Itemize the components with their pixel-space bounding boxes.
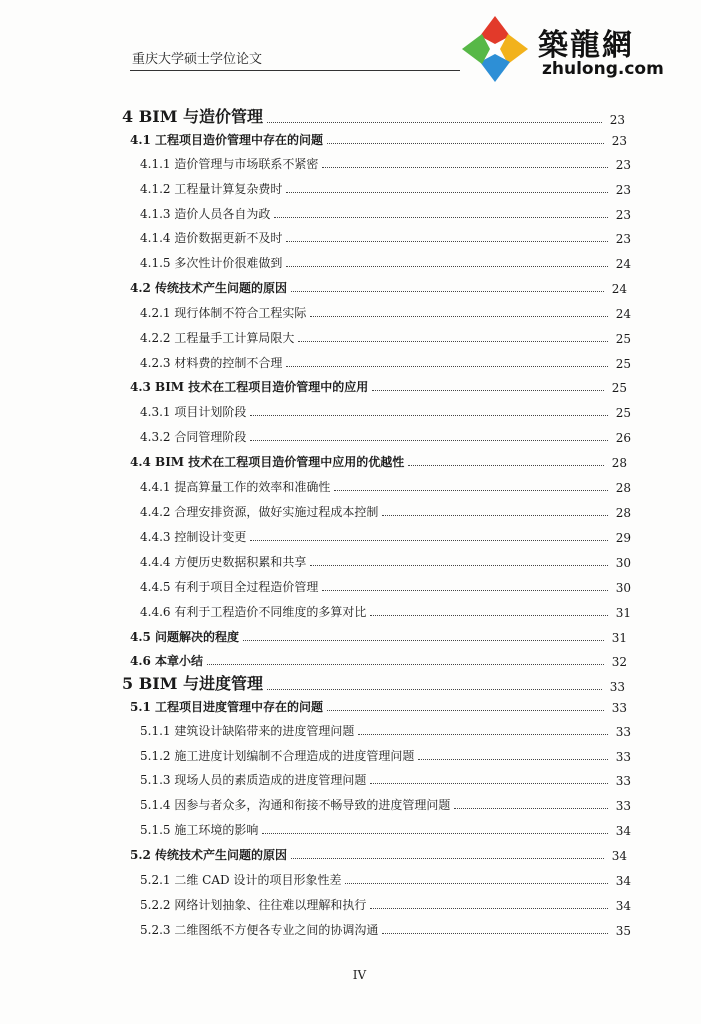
toc-entry[interactable] xyxy=(140,553,631,570)
toc-entry-page: 34 xyxy=(615,874,631,888)
toc-entry[interactable] xyxy=(140,254,631,271)
toc-entry-page: 28 xyxy=(615,506,631,520)
toc-entry-label: 4.2.3 材料费的控制不合理 xyxy=(140,356,283,370)
toc-entry-label: 4.1 工程项目造价管理中存在的问题 xyxy=(130,133,324,147)
toc-entry-page: 25 xyxy=(611,381,627,395)
toc-entry-label: 5.1.4 因参与者众多，沟通和衔接不畅导致的进度管理问题 xyxy=(140,798,451,812)
toc-dot-leader xyxy=(322,167,608,168)
toc-entry[interactable] xyxy=(130,453,627,470)
toc-entry[interactable] xyxy=(140,578,631,595)
toc-entry-label: 4.4.5 有利于项目全过程造价管理 xyxy=(140,580,319,594)
toc-entry-label: 4 BIM 与造价管理 xyxy=(122,107,263,126)
toc-entry[interactable] xyxy=(122,104,625,127)
toc-entry-label: 4.6 本章小结 xyxy=(130,654,204,668)
toc-dot-leader xyxy=(327,143,604,144)
toc-entry-label: 5 BIM 与进度管理 xyxy=(122,674,263,693)
toc-entry-label: 4.3.2 合同管理阶段 xyxy=(140,430,247,444)
toc-entry-page: 33 xyxy=(615,750,631,764)
toc-entry-label: 4.1.2 工程量计算复杂费时 xyxy=(140,182,283,196)
toc-entry[interactable] xyxy=(130,279,627,296)
toc-entry-page: 34 xyxy=(615,824,631,838)
toc-entry-page: 33 xyxy=(609,680,625,694)
toc-entry-label: 4.4.6 有利于工程造价不同维度的多算对比 xyxy=(140,605,367,619)
toc-entry-page: 23 xyxy=(615,183,631,197)
toc-entry[interactable] xyxy=(140,921,631,938)
toc-entry-page: 34 xyxy=(615,899,631,913)
toc-entry-label: 4.4.1 提高算量工作的效率和准确性 xyxy=(140,480,331,494)
toc-entry-page: 33 xyxy=(611,701,627,715)
toc-entry-page: 23 xyxy=(615,208,631,222)
toc-entry-label: 4.4.3 控制设计变更 xyxy=(140,530,247,544)
toc-entry-label: 4.2.2 工程量手工计算局限大 xyxy=(140,331,295,345)
toc-entry-page: 31 xyxy=(615,606,631,620)
zhulong-logo xyxy=(460,14,670,86)
toc-dot-leader xyxy=(382,933,608,934)
toc-entry-page: 29 xyxy=(615,531,631,545)
toc-entry-label: 5.1.2 施工进度计划编制不合理造成的进度管理问题 xyxy=(140,749,415,763)
toc-dot-leader xyxy=(298,341,608,342)
toc-entry-page: 23 xyxy=(611,134,627,148)
toc-entry[interactable] xyxy=(122,671,625,694)
toc-entry-label: 4.5 问题解决的程度 xyxy=(130,630,240,644)
toc-dot-leader xyxy=(334,490,608,491)
toc-entry[interactable] xyxy=(140,747,631,764)
toc-dot-leader xyxy=(243,640,604,641)
toc-entry[interactable] xyxy=(140,229,631,246)
toc-dot-leader xyxy=(207,664,604,665)
toc-entry[interactable] xyxy=(140,180,631,197)
toc-entry[interactable] xyxy=(140,155,631,172)
toc-dot-leader xyxy=(370,908,608,909)
toc-entry-label: 5.1.3 现场人员的素质造成的进度管理问题 xyxy=(140,773,367,787)
toc-dot-leader xyxy=(418,759,608,760)
toc-entry-page: 23 xyxy=(615,232,631,246)
toc-entry[interactable] xyxy=(140,896,631,913)
running-header-title: 重庆大学硕士学位论文 xyxy=(132,52,263,67)
toc-entry[interactable] xyxy=(140,428,631,445)
toc-entry-label: 5.2.2 网络计划抽象、往往难以理解和执行 xyxy=(140,898,367,912)
toc-dot-leader xyxy=(286,241,608,242)
toc-dot-leader xyxy=(322,590,608,591)
toc-entry-page: 30 xyxy=(615,556,631,570)
toc-dot-leader xyxy=(310,565,608,566)
toc-entry[interactable] xyxy=(130,698,627,715)
toc-entry-label: 5.2 传统技术产生问题的原因 xyxy=(130,848,288,862)
toc-entry[interactable] xyxy=(140,771,631,788)
toc-dot-leader xyxy=(408,465,604,466)
toc-entry-page: 34 xyxy=(611,849,627,863)
toc-entry-label: 4.1.5 多次性计价很难做到 xyxy=(140,256,283,270)
toc-dot-leader xyxy=(250,415,608,416)
toc-dot-leader xyxy=(327,710,604,711)
toc-entry-label: 5.1.1 建筑设计缺陷带来的进度管理问题 xyxy=(140,724,355,738)
toc-entry-page: 32 xyxy=(611,655,627,669)
toc-entry-label: 5.1.5 施工环境的影响 xyxy=(140,823,259,837)
toc-entry[interactable] xyxy=(140,722,631,739)
logo-chinese-text: 築龍網 xyxy=(538,28,634,63)
toc-entry-page: 33 xyxy=(615,725,631,739)
toc-dot-leader xyxy=(345,883,608,884)
toc-entry[interactable] xyxy=(140,528,631,545)
toc-entry-page: 24 xyxy=(615,307,631,321)
header-rule xyxy=(130,70,460,71)
logo-domain-text: zhulong.com xyxy=(542,59,664,79)
toc-dot-leader xyxy=(358,734,608,735)
toc-entry-label: 4.1.4 造价数据更新不及时 xyxy=(140,231,283,245)
toc-entry[interactable] xyxy=(140,796,631,813)
toc-entry-page: 25 xyxy=(615,332,631,346)
toc-entry-page: 25 xyxy=(615,406,631,420)
toc-dot-leader xyxy=(454,808,608,809)
toc-dot-leader xyxy=(286,192,608,193)
toc-dot-leader xyxy=(370,615,608,616)
toc-entry-page: 35 xyxy=(615,924,631,938)
toc-entry-label: 4.1.3 造价人员各自为政 xyxy=(140,207,271,221)
toc-entry-label: 4.1.1 造价管理与市场联系不紧密 xyxy=(140,157,319,171)
toc-dot-leader xyxy=(291,858,604,859)
toc-entry-label: 4.3.1 项目计划阶段 xyxy=(140,405,247,419)
zhulong-logo-mark-icon xyxy=(460,14,530,84)
toc-entry-page: 33 xyxy=(615,799,631,813)
toc-entry[interactable] xyxy=(130,652,627,669)
toc-entry[interactable] xyxy=(140,871,631,888)
toc-entry[interactable] xyxy=(130,131,627,148)
toc-entry[interactable] xyxy=(140,205,631,222)
toc-dot-leader xyxy=(310,316,608,317)
toc-entry[interactable] xyxy=(140,403,631,420)
toc-entry[interactable] xyxy=(140,329,631,346)
toc-entry-page: 31 xyxy=(611,631,627,645)
toc-dot-leader xyxy=(262,833,608,834)
toc-dot-leader xyxy=(274,217,608,218)
toc-dot-leader xyxy=(267,689,602,690)
toc-entry-page: 28 xyxy=(611,456,627,470)
toc-dot-leader xyxy=(286,366,608,367)
toc-entry[interactable] xyxy=(140,304,631,321)
toc-entry-label: 4.2.1 现行体制不符合工程实际 xyxy=(140,306,307,320)
toc-dot-leader xyxy=(250,540,608,541)
toc-entry[interactable] xyxy=(130,846,627,863)
toc-entry-label: 4.4.4 方便历史数据积累和共享 xyxy=(140,555,307,569)
toc-entry[interactable] xyxy=(140,503,631,520)
toc-entry[interactable] xyxy=(140,603,631,620)
toc-entry-page: 23 xyxy=(615,158,631,172)
toc-dot-leader xyxy=(372,390,604,391)
toc-entry[interactable] xyxy=(130,378,627,395)
toc-entry-page: 23 xyxy=(609,113,625,127)
toc-entry[interactable] xyxy=(140,821,631,838)
toc-entry-label: 4.3 BIM 技术在工程项目造价管理中的应用 xyxy=(130,380,369,394)
toc-entry-label: 4.4 BIM 技术在工程项目造价管理中应用的优越性 xyxy=(130,455,405,469)
toc-entry-page: 26 xyxy=(615,431,631,445)
page-number: IV xyxy=(352,968,367,982)
toc-dot-leader xyxy=(267,122,602,123)
toc-entry-label: 5.1 工程项目进度管理中存在的问题 xyxy=(130,700,324,714)
toc-dot-leader xyxy=(291,291,604,292)
toc-entry-label: 4.2 传统技术产生问题的原因 xyxy=(130,281,288,295)
toc-entry[interactable] xyxy=(130,628,627,645)
toc-entry-label: 4.4.2 合理安排资源，做好实施过程成本控制 xyxy=(140,505,379,519)
toc-entry-page: 25 xyxy=(615,357,631,371)
toc-entry-page: 33 xyxy=(615,774,631,788)
toc-entry-page: 24 xyxy=(611,282,627,296)
toc-dot-leader xyxy=(370,783,608,784)
toc-dot-leader xyxy=(286,266,608,267)
toc-dot-leader xyxy=(382,515,608,516)
toc-entry-label: 5.2.1 二维 CAD 设计的项目形象性差 xyxy=(140,873,342,887)
toc-entry-page: 24 xyxy=(615,257,631,271)
toc-entry-page: 30 xyxy=(615,581,631,595)
toc-entry-label: 5.2.3 二维图纸不方便各专业之间的协调沟通 xyxy=(140,923,379,937)
toc-entry[interactable] xyxy=(140,354,631,371)
toc-dot-leader xyxy=(250,440,608,441)
toc-entry[interactable] xyxy=(140,478,631,495)
toc-entry-page: 28 xyxy=(615,481,631,495)
